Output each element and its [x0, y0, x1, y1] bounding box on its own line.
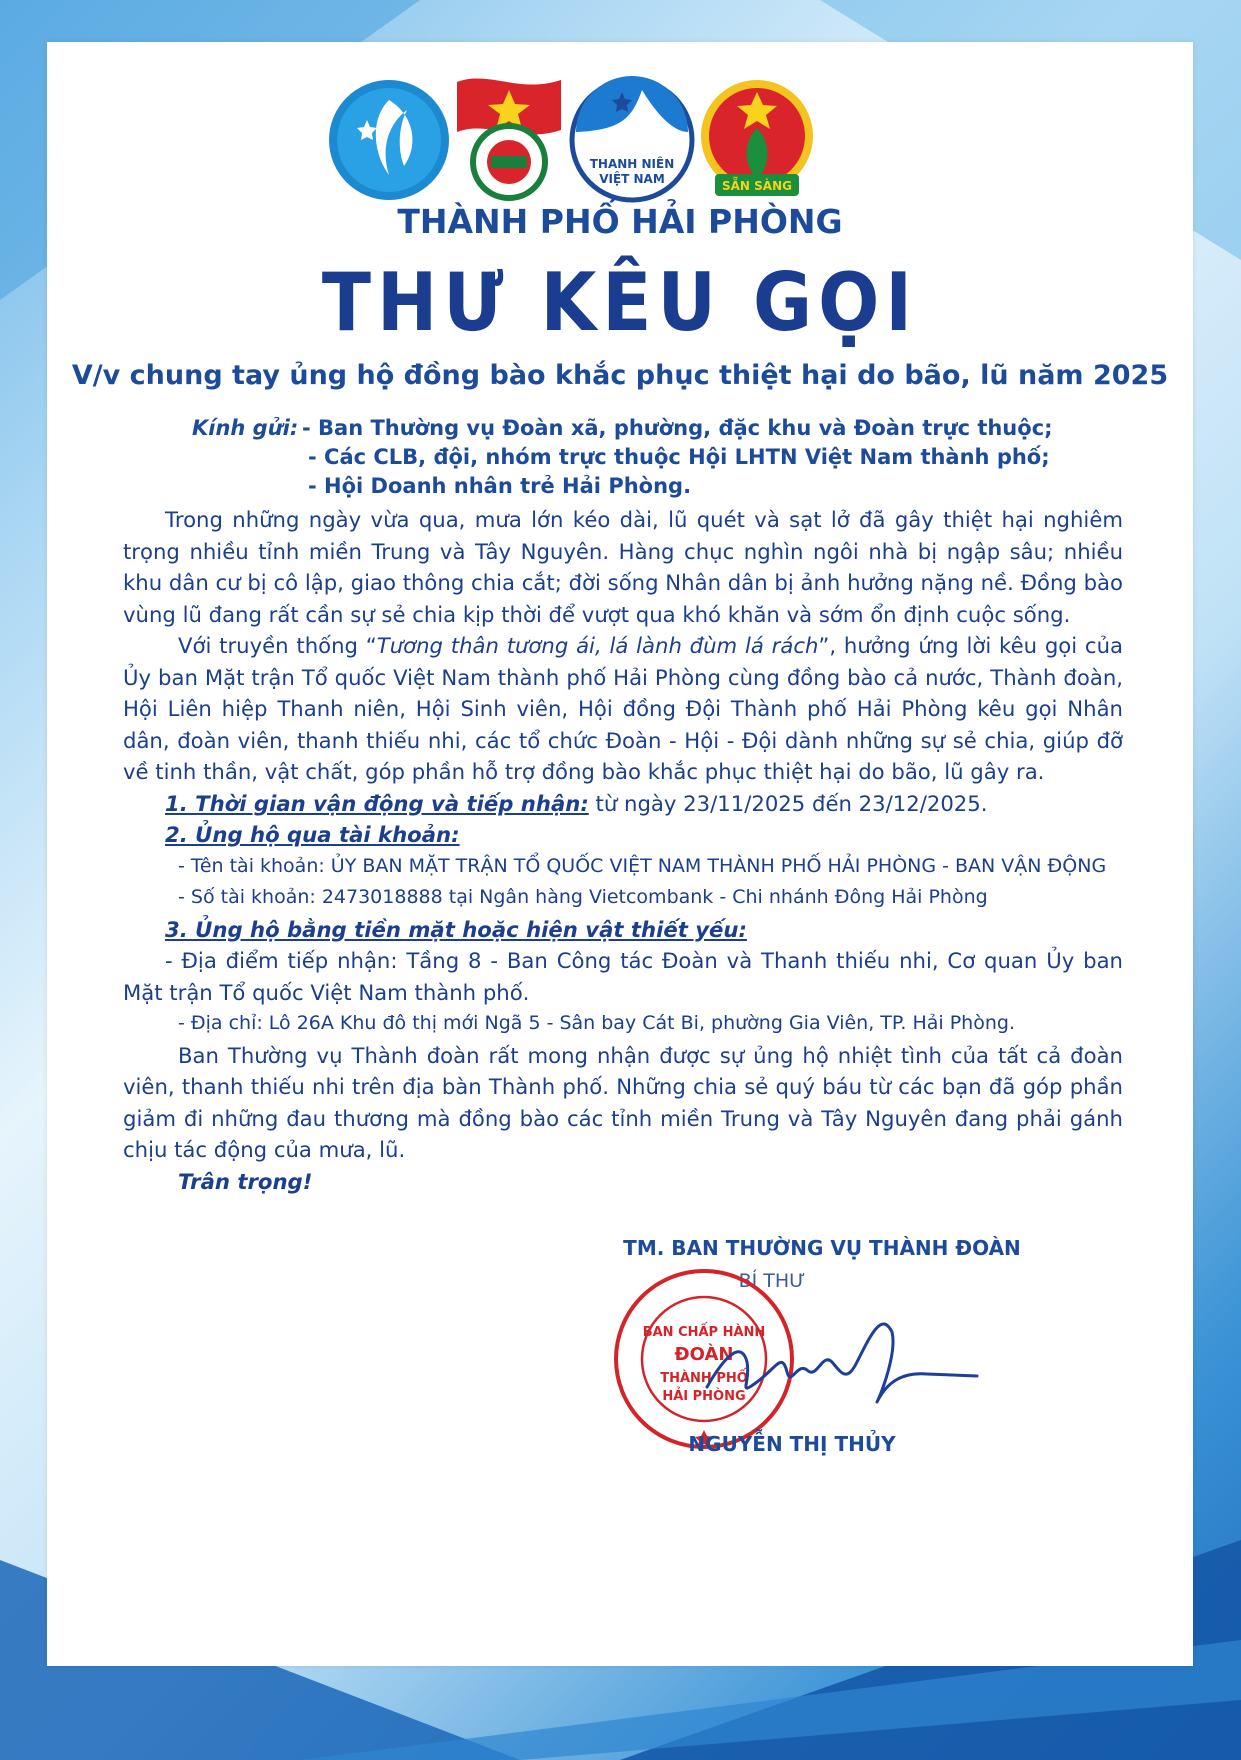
city-heading: THÀNH PHỐ HẢI PHÒNG	[397, 202, 843, 241]
receiving-address: - Địa chỉ: Lô 26A Khu đô thị mới Ngã 5 - Sân bay Cát Bi, phường Gia Viên, TP. Hải Phòng.	[178, 1012, 1015, 1034]
svg-text:ĐOÀN: ĐOÀN	[674, 1344, 734, 1365]
section-account	[123, 819, 1123, 851]
letter-body	[123, 504, 1123, 1197]
receiving-place: - Địa điểm tiếp nhận: Tầng 8 - Ban Công tác Đoàn và Thanh thiếu nhi, Cơ quan Ủy ban Mặt trận Tổ quốc Việt Nam thành phố.	[123, 948, 1123, 1005]
account-name: - Tên tài khoản: ỦY BAN MẶT TRẬN TỔ QUỐC VIỆT NAM THÀNH PHỐ HẢI PHÒNG - BAN VẬN ĐỘNG	[178, 854, 1107, 877]
signer-name: NGUYỄN THỊ THỦY	[688, 1432, 896, 1456]
section-time	[123, 788, 1123, 820]
letter-paper	[47, 42, 1193, 1666]
recipient-item: - Ban Thường vụ Đoàn xã, phường, đặc khu và Đoàn trực thuộc;	[302, 416, 1053, 440]
section-time-label: 1. Thời gian vận động và tiếp nhận:	[165, 790, 589, 816]
letter-title: THƯ KÊU GỌI	[321, 254, 919, 350]
section-account-label: 2. Ủng hộ qua tài khoản:	[165, 822, 460, 847]
recipients-label: Kính gửi:	[192, 416, 299, 440]
thanh-nien-viet-nam-logo	[562, 70, 702, 210]
svg-text:BAN CHẤP HÀNH: BAN CHẤP HÀNH	[642, 1325, 766, 1340]
section-cash-label: 3. Ủng hộ bằng tiền mặt hoặc hiện vật thiết yếu:	[165, 916, 747, 942]
doi-thieu-nien-logo	[687, 70, 827, 210]
logo-row	[47, 70, 1193, 220]
hoi-sinh-vien-logo	[319, 70, 459, 210]
section-cash	[123, 914, 1123, 946]
section-time-text: từ ngày 23/11/2025 đến 23/12/2025.	[588, 790, 988, 816]
svg-text:SẴN SÀNG: SẴN SÀNG	[722, 179, 792, 193]
svg-text:THANH NIÊN: THANH NIÊN	[589, 157, 675, 171]
svg-text:THÀNH PHỐ: THÀNH PHỐ	[660, 1371, 748, 1386]
tradition-quote: Tương thân tương ái, lá lành đùm lá rách	[376, 633, 819, 658]
paragraph-situation: Trong những ngày vừa qua, mưa lớn kéo dài, lũ quét và sạt lở đã gây thiệt hại nghiêm trọng nhiều tỉnh miền Trung và Tây Nguyên. Hàng chục nghìn ngôi nhà bị ngập sâu; nhiều khu dân cư bị cô lập, giao thông chia cắt; đời sống Nhân dân bị ảnh hưởng nặng nề. Đồng bào vùng lũ đang rất cần sự sẻ chia kịp thời để vượt qua khó khăn và sớm ổn định cuộc sống.	[123, 507, 1123, 627]
paragraph-appeal: Với truyền thống “Tương thân tương ái, lá lành đùm lá rách”, hưởng ứng lời kêu gọi của Ủy ban Mặt trận Tổ quốc Việt Nam thành phố Hải Phòng cùng đồng bào cả nước, Thành đoàn, Hội Liên hiệp Thanh niên, Hội Sinh viên, Hội đồng Đội Thành phố Hải Phòng kêu gọi Nhân dân, đoàn viên, thanh thiếu nhi, các tổ chức Đoàn - Hội - Đội dành những sự sẻ chia, giúp đỡ về tinh thần, vật chất, góp phần hỗ trợ đồng bào khắc phục thiệt hại do bão, lũ gây ra.	[123, 633, 1123, 784]
paragraph-closing: Ban Thường vụ Thành đoàn rất mong nhận được sự ủng hộ nhiệt tình của tất cả đoàn viên, thanh thiếu nhi trên địa bàn Thành phố. Những chia sẻ quý báu từ các bạn đã góp phần giảm đi những đau thương mà đồng bào các tỉnh miền Trung và Tây Nguyên đang phải gánh chịu tác động của mưa, lũ.	[123, 1042, 1123, 1162]
signature-role: BÍ THƯ	[738, 1270, 806, 1292]
recipient-item: - Các CLB, đội, nhóm trực thuộc Hội LHTN Việt Nam thành phố;	[308, 445, 1050, 469]
recipient-item: - Hội Doanh nhân trẻ Hải Phòng.	[308, 474, 692, 498]
account-number: - Số tài khoản: 2473018888 tại Ngân hàng Vietcombank - Chi nhánh Đông Hải Phòng	[178, 886, 988, 908]
svg-text:VIỆT NAM: VIỆT NAM	[599, 172, 665, 186]
handwritten-signature-icon	[687, 1292, 987, 1422]
doan-thanh-nien-logo	[439, 70, 579, 210]
svg-text:HẢI PHÒNG: HẢI PHÒNG	[662, 1389, 746, 1404]
letter-subtitle: V/v chung tay ủng hộ đồng bào khắc phục thiệt hại do bão, lũ năm 2025	[71, 360, 1169, 391]
signature-org: TM. BAN THƯỜNG VỤ THÀNH ĐOÀN	[623, 1236, 1021, 1260]
recipients-block	[192, 414, 1092, 501]
regards: Trân trọng!	[178, 1168, 313, 1194]
